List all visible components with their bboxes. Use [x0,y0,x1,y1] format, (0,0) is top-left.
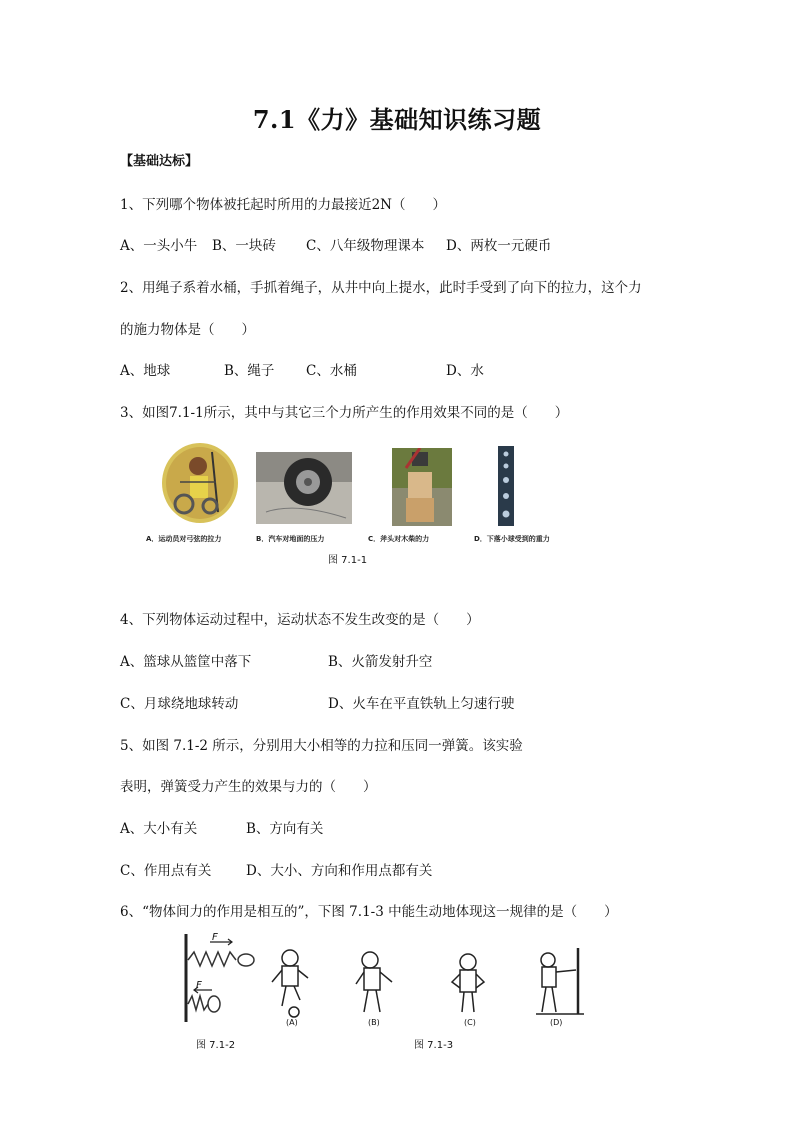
q2-option-c: C、水桶 [306,363,357,379]
archer-image [160,442,240,524]
pushing-wall-image [526,948,586,1018]
caption-b: B．汽车对地面的压力 [256,535,325,543]
q1-option-b: B、一块砖 [212,238,276,254]
q4-option-b: B、火箭发射升空 [328,654,433,670]
question-6-stem: 6、“物体间力的作用是相互的”，下图 7.1-3 中能生动地体现这一规律的是（ ） [120,904,618,920]
figures-7-1-2-and-7-1-3 [180,930,600,1035]
question-4-stem: 4、下列物体运动过程中，运动状态不发生改变的是（ ） [120,612,480,628]
question-5-stem-line1: 5、如图 7.1-2 所示，分别用大小相等的力拉和压同一弹簧。该实验 [120,738,523,754]
figure-7-1-1-label: 图 7.1-1 [328,555,368,566]
question-3-stem: 3、如图7.1-1所示，其中与其它三个力所产生的作用效果不同的是（ ） [120,405,569,421]
sub-label-a: (A) [286,1018,298,1027]
sub-label-b: (B) [368,1018,380,1027]
spring-force-label-bottom: F [196,980,202,991]
q2-option-d: D、水 [446,363,484,379]
q1-option-a: A、一头小牛 [120,238,198,254]
q5-option-c: C、作用点有关 [120,863,212,879]
caption-c: C．斧头对木柴的力 [368,535,430,543]
q5-option-d: D、大小、方向和作用点都有关 [246,863,433,879]
q4-option-a: A、篮球从篮筐中落下 [120,654,252,670]
question-1-stem: 1、下列哪个物体被托起时所用的力最接近2N（ ） [120,197,446,213]
kicking-boy-image [270,948,310,1018]
bowing-figure-image [352,950,396,1016]
spring-image [180,934,260,1024]
q2-option-b: B、绳子 [224,363,275,379]
section-heading: 【基础达标】 [120,154,199,169]
spring-force-label-top: F [212,932,218,943]
q5-option-a: A、大小有关 [120,821,198,837]
page-title: 7.1《力》基础知识练习题 [252,105,542,134]
figure-7-1-3-label: 图 7.1-3 [414,1040,454,1051]
q4-option-c: C、月球绕地球转动 [120,696,239,712]
figure-7-1-2-label: 图 7.1-2 [196,1040,236,1051]
caption-a: A．运动员对弓弦的拉力 [146,535,222,543]
q1-option-c: C、八年级物理课本 [306,238,425,254]
axe-wood-image [392,448,452,526]
question-2-stem-line1: 2、用绳子系着水桶，手抓着绳子，从井中向上提水，此时手受到了向下的拉力，这个力 [120,280,642,296]
figure-7-1-1 [140,440,560,550]
question-5-stem-line2: 表明，弹簧受力产生的效果与力的（ ） [120,779,377,795]
car-tyre-image [256,452,352,524]
sub-label-d: (D) [550,1018,563,1027]
q5-option-b: B、方向有关 [246,821,324,837]
q4-option-d: D、火车在平直铁轨上匀速行驶 [328,696,515,712]
q2-option-a: A、地球 [120,363,171,379]
girl-figure-image [448,952,488,1016]
falling-ball-image [498,446,514,526]
sub-label-c: (C) [464,1018,476,1027]
q1-option-d: D、两枚一元硬币 [446,238,552,254]
caption-d: D．下落小球受到的重力 [474,535,550,543]
question-2-stem-line2: 的施力物体是（ ） [120,322,255,338]
